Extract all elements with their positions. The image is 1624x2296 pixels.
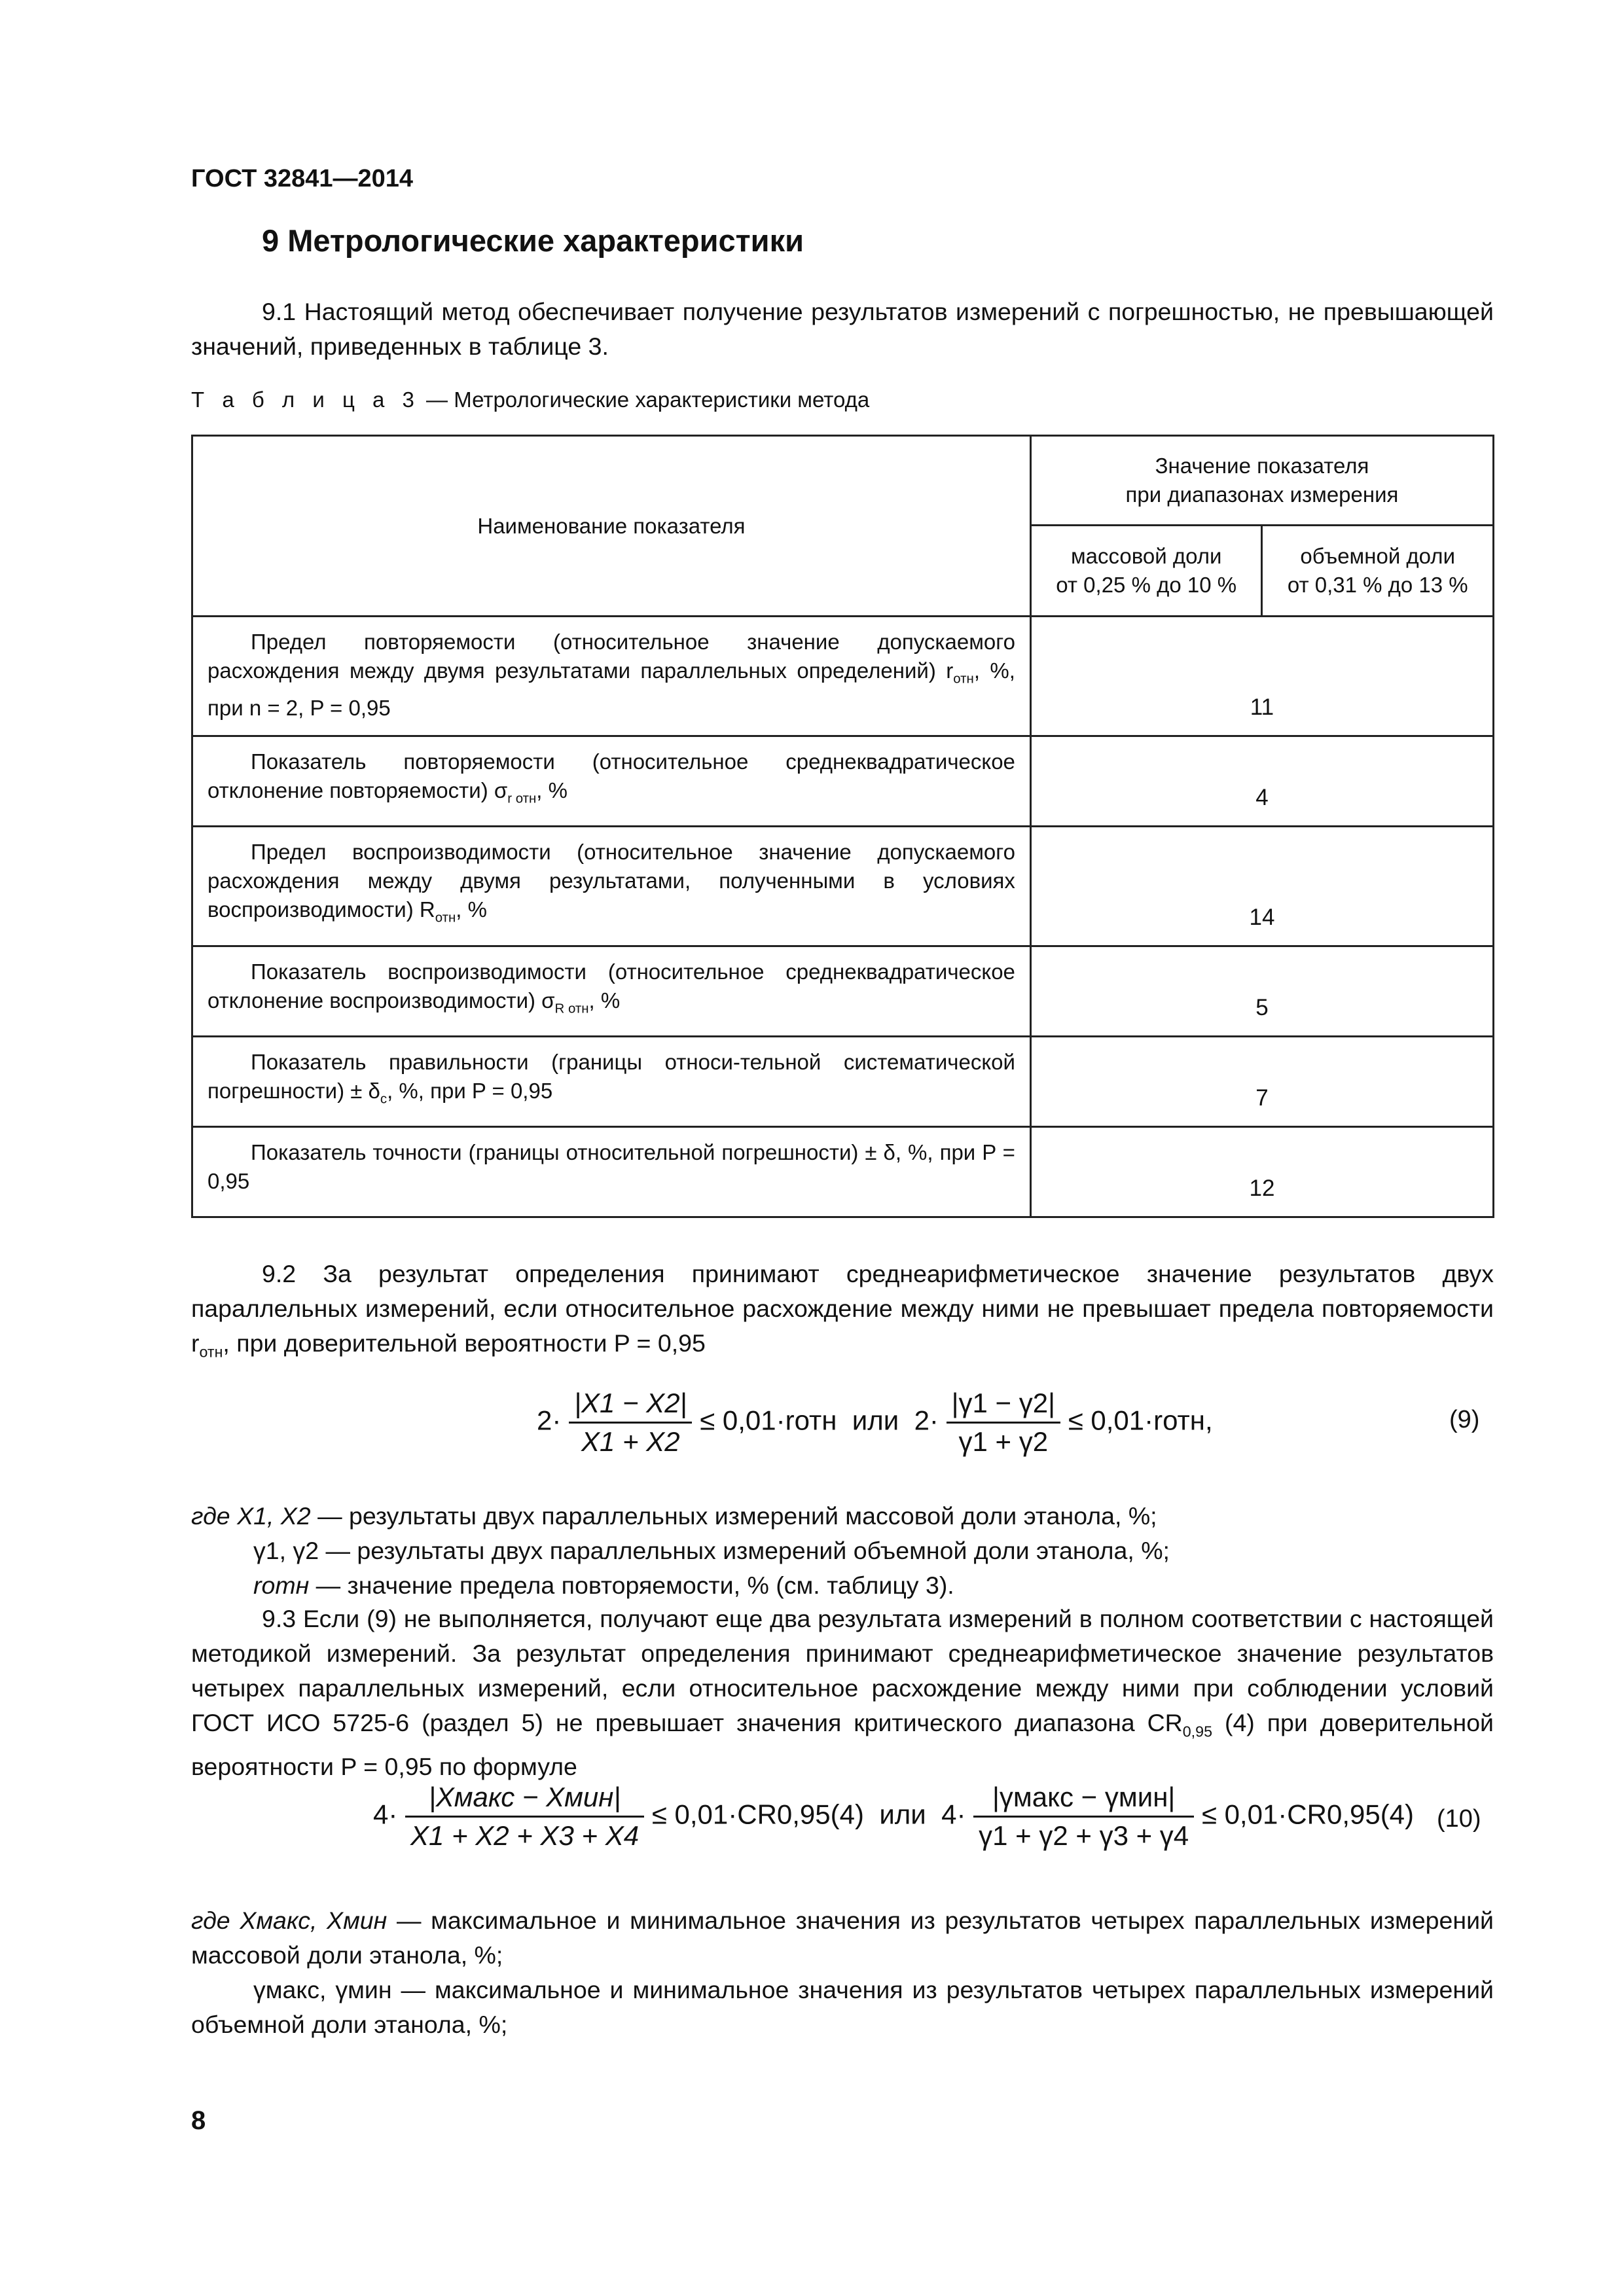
table-caption (191, 387, 869, 412)
paragraph-9-2: 9.2 За результат определения принимают среднеарифметическое значение результатов двух параллельных измерений, если относительное расхождение между ними не превышает предела повторяемости $r_{отн}$, при доверительной вероятности P = 0,95 (191, 1260, 1494, 1361)
table-row: Предел повторяемости (относительное значение допускаемого расхождения между двумя результатами параллельных определений) $r_{отн}$, %, при n = 2, P = 0,95 11 (192, 617, 1494, 736)
section-title: 9 Метрологические характеристики (262, 223, 804, 258)
table-row-value: 4 (1030, 736, 1493, 827)
metrology-table (191, 435, 1494, 1218)
equation-10-fraction-2: $\frac{\text{|γмакс − γмин|}}{\gamma 1 + \gamma 2 + \gamma 3 + \gamma 4}$ (973, 1782, 1194, 1852)
table-row-value: 7 (1030, 1037, 1493, 1127)
table-row-value: 11 (1030, 617, 1493, 736)
paragraph-9-3: 9.3 Если (9) не выполняется, получают еще два результата измерений в полном соответствии с настоящей методикой измерений. За результат определения принимают среднеарифметическое значение результатов четырех параллельных измерений, если относительное расхождение между ними при соблюдении условий ГОСТ ИСО 5725-6 (раздел 5) не превышает значения критического диапазона $CR_{0,95}$ (4) при доверительной вероятности P = 0,95 по формуле (191, 1605, 1494, 1780)
header-cell-mass: массовой доли от 0,25 % до 10 % (1030, 526, 1262, 617)
table-row: Показатель правильности (границы относи-тельной систематической погрешности) ± $\delta_c$, %, при P = 0,95 7 (192, 1037, 1494, 1127)
equation-10-fraction-1: $\frac{\text{|Xмакс − Xмин|}}{X1 + X2 + X3 + X4}$ (405, 1782, 644, 1852)
table-row: Показатель точности (границы относительной погрешности) ± δ, %, при P = 0,95 12 (192, 1127, 1494, 1217)
equation-10-number: (10) (1437, 1805, 1481, 1833)
header-cell-name: Наименование показателя (192, 436, 1031, 617)
document-header-code: ГОСТ 32841—2014 (191, 165, 414, 192)
equation-9: 2· $\frac{|X1 - X2|}{X1 + X2}$ ≤ 0,01·rотн или 2· $\frac{|\gamma 1 - \gamma 2|}{\gamma 1 + \gamma 2}$ ≤ 0,01·rотн, (537, 1388, 1213, 1457)
table-row-value: 5 (1030, 946, 1493, 1037)
where-clause-9: где X1, X2 — результаты двух параллельных измерений массовой доли этанола, %; γ1, γ2 — результаты двух параллельных измерений объемной доли этанола, %; rотн — значение предела повторяемости, % (см. таблицу 3). (191, 1502, 1170, 1599)
equation-9-number: (9) (1449, 1406, 1480, 1433)
equation-9-fraction-1: $\frac{|X1 - X2|}{X1 + X2}$ (569, 1388, 692, 1458)
where-clause-10: где Xмакс, Xмин — максимальное и минимальное значения из результатов четырех параллельных измерений массовой доли этанола, %; γмакс, γмин — максимальное и минимальное значения из результатов четырех параллельных измерений объемной доли этанола, %; (191, 1907, 1494, 2038)
table-caption-label: Т а б л и ц а 3 (191, 387, 420, 412)
table-row: Показатель воспроизводимости (относительное среднеквадратическое отклонение воспроизводимости) $\sigma_{R отн}$, % 5 (192, 946, 1494, 1037)
table-row: Предел воспроизводимости (относительное значение допускаемого расхождения между двумя результатами, полученными в условиях воспроизводимости) $R_{отн}$, % 14 (192, 827, 1494, 946)
page-number: 8 (191, 2106, 206, 2135)
table-row-value: 12 (1030, 1127, 1493, 1217)
header-cell-volume: объемной доли от 0,31 % до 13 % (1262, 526, 1494, 617)
table-row: Показатель повторяемости (относительное среднеквадратическое отклонение повторяемости) $\sigma_{r отн}$, % 4 (192, 736, 1494, 827)
table-row-value: 14 (1030, 827, 1493, 946)
paragraph-9-1: 9.1 Настоящий метод обеспечивает получение результатов измерений с погрешностью, не превышающей значений, приведенных в таблице 3. (191, 298, 1494, 360)
equation-10: 4· $\frac{\text{|Xмакс − Xмин|}}{X1 + X2 + X3 + X4}$ ≤ 0,01·CR0,95(4) или 4· $\frac{\text{|γмакс − γмин|}}{\gamma 1 + \gamma 2 + \gamma 3 + \gamma 4}$ ≤ 0,01·CR0,95(4) (373, 1782, 1415, 1851)
table-caption-text: — Метрологические характеристики метода (420, 387, 870, 412)
header-cell-value-group: Значение показателя при диапазонах измерения (1030, 436, 1493, 526)
equation-9-fraction-2: $\frac{|\gamma 1 - \gamma 2|}{\gamma 1 + \gamma 2}$ (947, 1388, 1060, 1458)
